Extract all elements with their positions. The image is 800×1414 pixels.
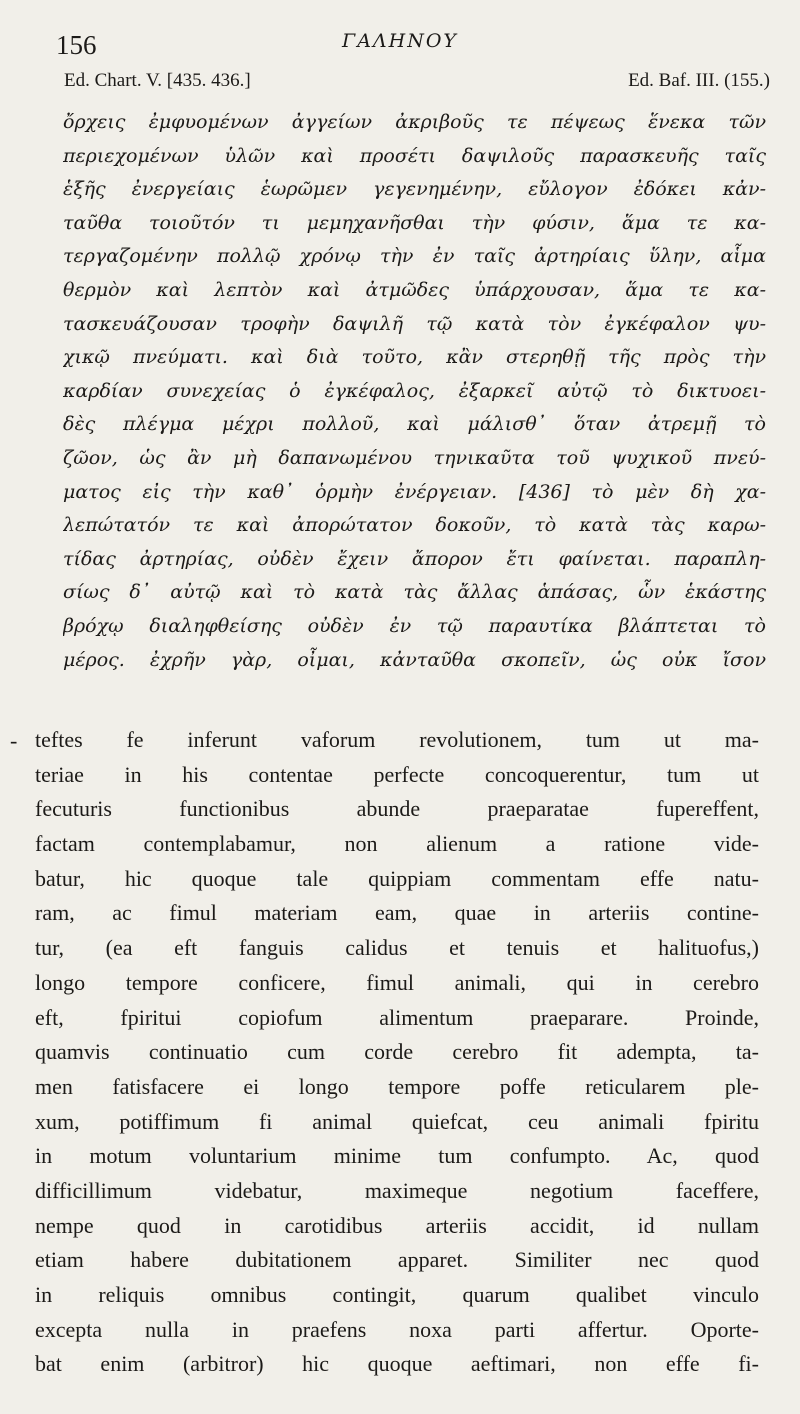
greek-text-block <box>63 106 766 677</box>
latin-text-line: difficillimum videbatur, maximeque negotium faceffere, <box>35 1177 759 1203</box>
latin-text-line: nempe quod in carotidibus arteriis accidit, id nullam <box>35 1212 759 1238</box>
greek-text-line: θερμὸν καὶ λεπτὸν καὶ ἀτμῶδες ὑπάρχουσαν, ἅμα τε κα- <box>63 278 766 301</box>
greek-text-line: ἑξῆς ἐνεργείαις ἑωρῶμεν γεγενημένην, εὔλογον ἐδόκει κἀν- <box>63 178 766 201</box>
greek-text-line: καρδίαν συνεχείας ὁ ἐγκέφαλος, ἐξαρκεῖ αὐτῷ τὸ δικτυοει- <box>63 379 766 402</box>
greek-text-line: λεπώτατόν τε καὶ ἀπορώτατον δοκοῦν, τὸ κατὰ τὰς καρω- <box>63 514 766 537</box>
latin-text-line: fecuturis functionibus abunde praeparatae fupereffent, <box>35 796 759 822</box>
latin-text-line: quamvis continuatio cum corde cerebro fit adempta, ta- <box>35 1039 759 1065</box>
latin-text-line: factam contemplabamur, non alienum a ratione vide- <box>35 831 759 857</box>
page-number: 156 <box>56 30 97 60</box>
running-title: ΓΑΛΗΝΟΥ <box>342 30 458 52</box>
greek-text-line: ταῦθα τοιοῦτόν τι μεμηχανῆσθαι τὴν φύσιν, ἅμα τε κα- <box>63 211 766 234</box>
greek-text-line: τασκευάζουσαν τροφὴν δαψιλῆ τῷ κατὰ τὸν ἐγκέφαλον ψυ- <box>63 312 766 335</box>
edition-reference-left: Ed. Chart. V. [435. 436.] <box>64 70 251 91</box>
edition-reference-right: Ed. Baf. III. (155.) <box>628 70 770 91</box>
greek-text-line: σίως δ᾽ αὐτῷ καὶ τὸ κατὰ τὰς ἄλλας ἁπάσας, ὧν ἑκάστης <box>63 581 766 604</box>
latin-text-line: ram, ac fimul materiam eam, quae in arteriis contine- <box>35 900 759 926</box>
latin-text-line: tur, (ea eft fanguis calidus et tenuis et halituofus,) <box>35 935 759 961</box>
latin-text-line: teftes fe inferunt vaforum revolutionem, tum ut ma- <box>35 727 759 752</box>
greek-text-line: τίδας ἀρτηρίας, οὐδὲν ἔχειν ἄπορον ἔτι φαίνεται. παραπλη- <box>63 547 766 570</box>
greek-text-line: βρόχῳ διαληφθείσης οὐδὲν ἐν τῷ παραυτίκα βλάπτεται τὸ <box>63 614 766 637</box>
latin-text-line: in motum voluntarium minime tum confumpto. Ac, quod <box>35 1143 759 1169</box>
latin-text-line: teriae in his contentae perfecte concoquerentur, tum ut <box>35 761 759 787</box>
greek-text-line: τεργαζομένην πολλῷ χρόνῳ τὴν ἐν ταῖς ἀρτηρίαις ὕλην, αἷμα <box>63 245 766 268</box>
latin-text-line: xum, potiffimum fi animal quiefcat, ceu animali fpiritu <box>35 1108 759 1134</box>
greek-text-line: περιεχομένων ὑλῶν καὶ προσέτι δαψιλοῦς παρασκευῆς ταῖς <box>63 144 766 167</box>
latin-text-line: longo tempore conficere, fimul animali, qui in cerebro <box>35 969 759 995</box>
greek-text-line: μέρος. ἐχρῆν γὰρ, οἶμαι, κἀνταῦθα σκοπεῖν, ὡς οὐκ ἴσον <box>63 648 766 671</box>
greek-text-line: χικῷ πνεύματι. καὶ διὰ τοῦτο, κἂν στερηθῇ τῆς πρὸς τὴν <box>63 346 766 369</box>
latin-text-line: eft, fpiritui copiofum alimentum praeparare. Proinde, <box>35 1004 759 1030</box>
latin-text-line: batur, hic quoque tale quippiam commentam effe natu- <box>35 865 759 891</box>
latin-text-line: men fatisfacere ei longo tempore poffe reticularem ple- <box>35 1073 759 1099</box>
greek-text-line: δὲς πλέγμα μέχρι πολλοῦ, καὶ μάλισθ᾽ ὅταν ἀτρεμῇ τὸ <box>63 413 766 436</box>
latin-text-line: bat enim (arbitror) hic quoque aeftimari, non effe fi- <box>35 1351 759 1377</box>
latin-text-line: etiam habere dubitationem apparet. Similiter nec quod <box>35 1247 759 1273</box>
latin-text-line: excepta nulla in praefens noxa parti affertur. Oporte- <box>35 1316 759 1342</box>
greek-text-line: ματος εἰς τὴν καθ᾽ ὁρμὴν ἐνέργειαν. [436] τὸ μὲν δὴ χα- <box>63 480 766 503</box>
latin-text-line: in reliquis omnibus contingit, quarum qualibet vinculo <box>35 1282 759 1307</box>
greek-text-line: ὄρχεις ἐμφυομένων ἀγγείων ἀκριβοῦς τε πέψεως ἕνεκα τῶν <box>63 111 766 133</box>
greek-text-line: ζῶον, ὡς ἂν μὴ δαπανωμένου τηνικαῦτα τοῦ ψυχικοῦ πνεύ- <box>63 446 766 469</box>
latin-text-block <box>35 723 759 1382</box>
margin-mark: - <box>10 728 18 753</box>
